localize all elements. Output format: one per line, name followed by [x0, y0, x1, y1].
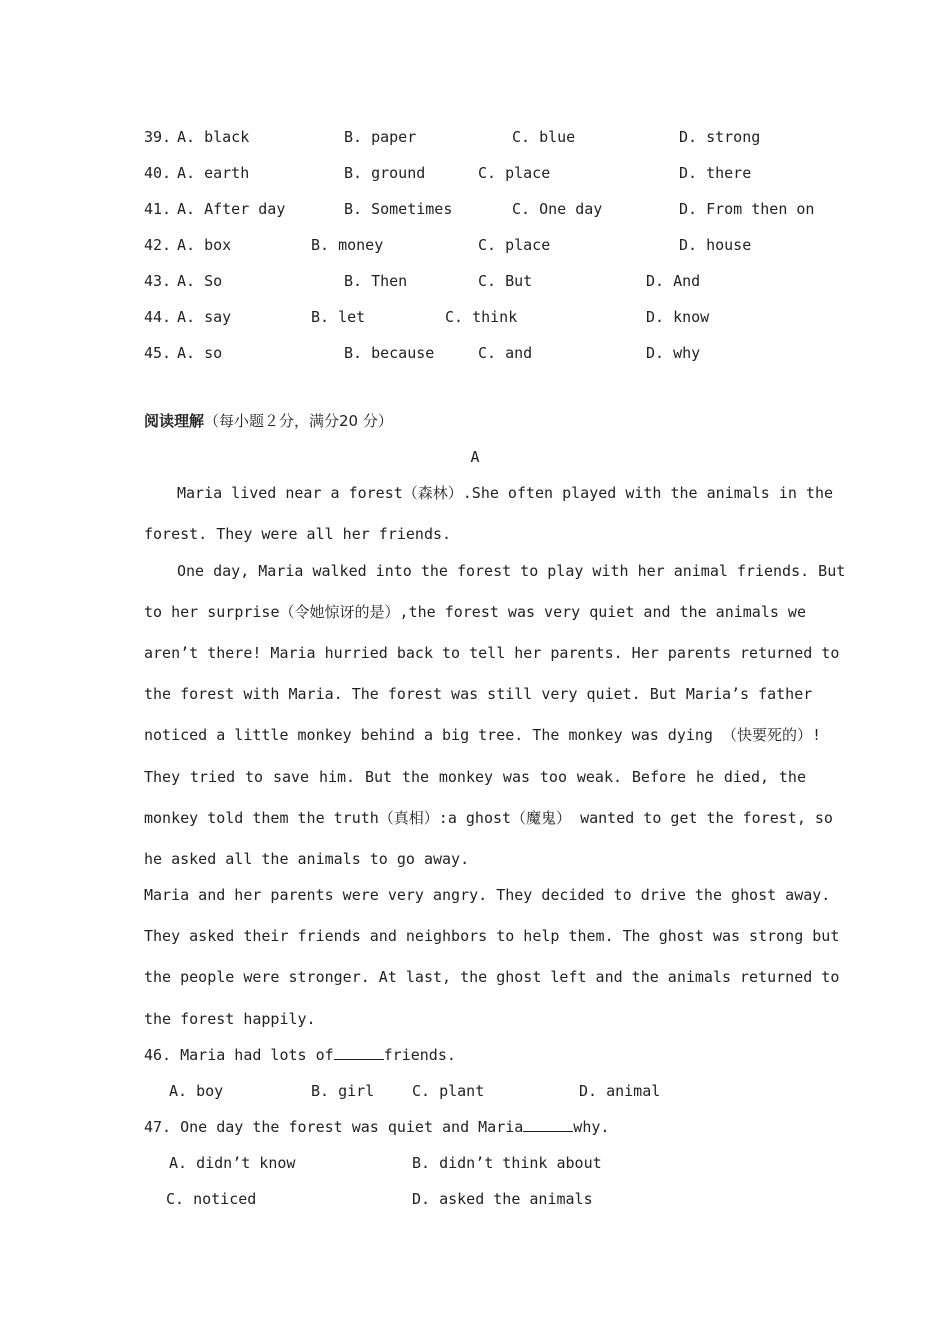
option-d: D. house — [679, 236, 752, 254]
answer-blank — [334, 1045, 384, 1060]
option-a: A. black — [177, 128, 250, 146]
option-c: C. place — [478, 236, 551, 254]
passage-line: Maria and her parents were very angry. They decided to drive the ghost away. — [144, 886, 831, 904]
option-d: D. asked the animals — [412, 1190, 593, 1208]
option-a: A. didn’t know — [169, 1154, 296, 1172]
passage-line: Maria lived near a forest（森林）.She often played with the animals in the — [177, 484, 834, 502]
question-46-options — [144, 1080, 814, 1102]
question-41 — [144, 198, 814, 220]
question-40 — [144, 162, 814, 184]
section-heading — [144, 410, 393, 432]
question-43 — [144, 270, 814, 292]
option-b: B. because — [344, 344, 435, 362]
section-note: （每小题２分，满分20 分） — [204, 412, 393, 430]
question-46-stem — [144, 1044, 806, 1066]
passage-line: the people were stronger. At last, the ghost left and the animals returned to — [144, 968, 840, 986]
option-c: C. blue — [512, 128, 576, 146]
option-b: B. Then — [344, 272, 408, 290]
answer-blank — [523, 1117, 573, 1132]
option-c: C. But — [478, 272, 533, 290]
question-number: 41. — [144, 200, 172, 218]
passage-line: forest. They were all her friends. — [144, 525, 452, 543]
option-b: B. let — [311, 308, 366, 326]
passage-line: monkey told them the truth（真相）:a ghost（魔鬼） wanted to get the forest, so — [144, 809, 833, 827]
passage-line: They asked their friends and neighbors to help them. The ghost was strong but — [144, 927, 840, 945]
option-c: C. think — [445, 308, 518, 326]
stem-text: friends. — [383, 1046, 456, 1064]
question-number: 45. — [144, 344, 172, 362]
option-c: C. One day — [512, 200, 603, 218]
option-d: D. From then on — [679, 200, 815, 218]
option-d: D. animal — [579, 1082, 661, 1100]
option-d: D. And — [646, 272, 701, 290]
passage-line: One day, Maria walked into the forest to play with her animal friends. But — [177, 562, 846, 580]
passage-line: he asked all the animals to go away. — [144, 850, 470, 868]
option-c: C. and — [478, 344, 533, 362]
question-number: 40. — [144, 164, 172, 182]
option-c: C. noticed — [166, 1190, 257, 1208]
option-b: B. girl — [311, 1082, 375, 1100]
option-b: B. paper — [344, 128, 417, 146]
question-47-options-row1 — [144, 1152, 814, 1174]
passage-line: to her surprise（令她惊讶的是）,the forest was very quiet and the animals we — [144, 603, 806, 621]
option-a: A. earth — [177, 164, 250, 182]
option-b: B. money — [311, 236, 384, 254]
option-a: A. so — [177, 344, 223, 362]
section-title: 阅读理解 — [144, 412, 205, 430]
option-b: B. didn’t think about — [412, 1154, 602, 1172]
question-47-options-row2 — [144, 1188, 814, 1210]
stem-text: 47. One day the forest was quiet and Maria — [144, 1118, 524, 1136]
option-a: A. After day — [177, 200, 286, 218]
passage-line: the forest happily. — [144, 1010, 316, 1028]
question-47-stem — [144, 1116, 806, 1138]
question-39 — [144, 126, 814, 148]
option-d: D. know — [646, 308, 710, 326]
option-d: D. strong — [679, 128, 761, 146]
question-number: 43. — [144, 272, 172, 290]
stem-text: 46. Maria had lots of — [144, 1046, 334, 1064]
question-44 — [144, 306, 814, 328]
passage-line: noticed a little monkey behind a big tree. The monkey was dying （快要死的）! — [144, 726, 822, 744]
option-a: A. So — [177, 272, 223, 290]
option-a: A. box — [177, 236, 232, 254]
question-number: 44. — [144, 308, 172, 326]
passage-line: They tried to save him. But the monkey was too weak. Before he died, the — [144, 768, 806, 786]
option-c: C. plant — [412, 1082, 485, 1100]
passage-line: aren’t there! Maria hurried back to tell her parents. Her parents returned to — [144, 644, 840, 662]
option-a: A. say — [177, 308, 232, 326]
question-42 — [144, 234, 814, 256]
question-number: 42. — [144, 236, 172, 254]
passage-line: the forest with Maria. The forest was still very quiet. But Maria’s father — [144, 685, 813, 703]
question-number: 39. — [144, 128, 172, 146]
option-b: B. ground — [344, 164, 426, 182]
passage-label: A — [470, 448, 480, 466]
option-c: C. place — [478, 164, 551, 182]
option-b: B. Sometimes — [344, 200, 453, 218]
option-d: D. why — [646, 344, 701, 362]
question-45 — [144, 342, 814, 364]
option-d: D. there — [679, 164, 752, 182]
stem-text: why. — [573, 1118, 610, 1136]
option-a: A. boy — [169, 1082, 224, 1100]
